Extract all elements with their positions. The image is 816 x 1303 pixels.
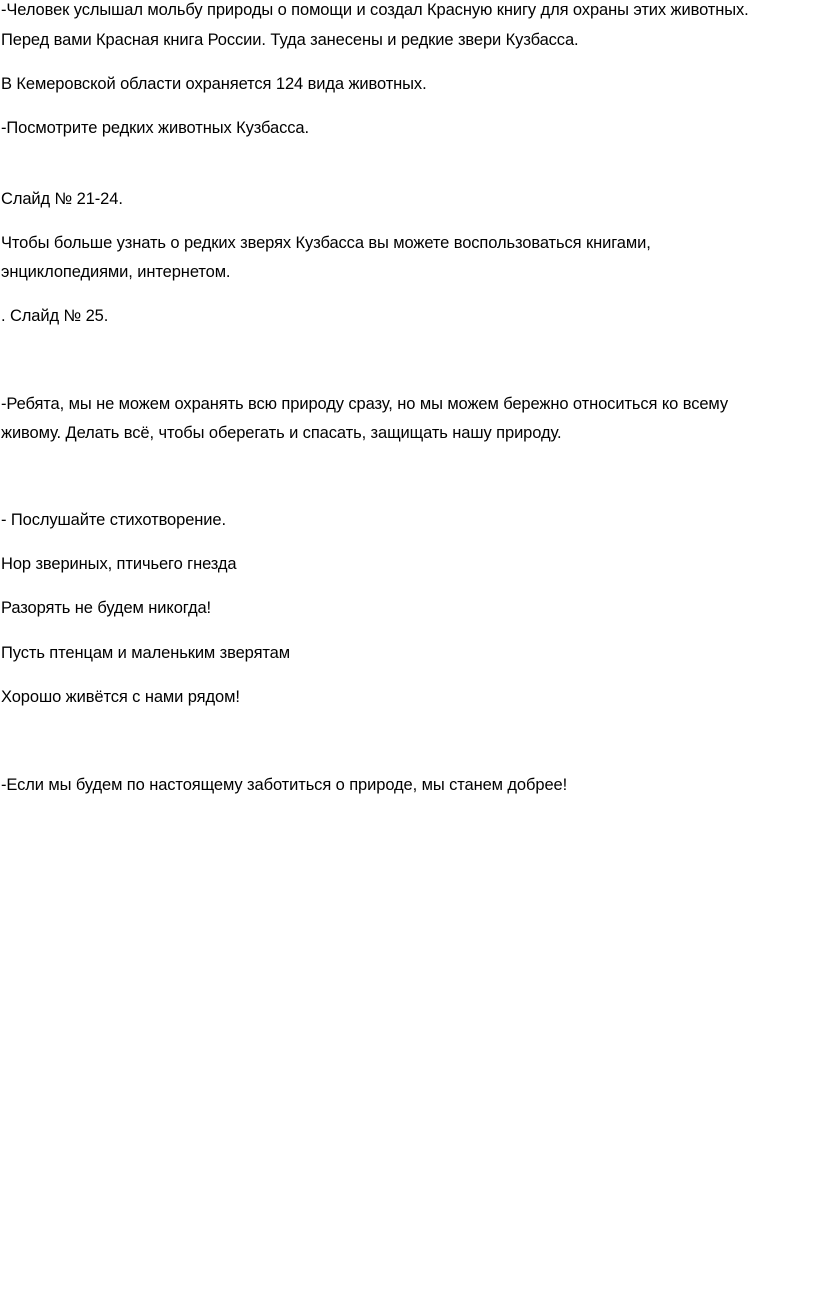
paragraph-learn-more-line-2: энциклопедиями, интернетом.	[1, 263, 231, 281]
paragraph-protect-nature-line-2: живому. Делать всё, чтобы оберегать и спасать, защищать нашу природу.	[1, 424, 562, 442]
paragraph-protect-nature-line-1: -Ребята, мы не можем охранять всю природу сразу, но мы можем бережно относиться ко всему	[1, 395, 729, 413]
paragraph-slide-25: . Слайд № 25.	[1, 307, 109, 325]
poem-line-2: Разорять не будем никогда!	[1, 599, 212, 617]
paragraph-red-book-intro-line-2: Перед вами Красная книга России. Туда занесены и редкие звери Кузбасса.	[1, 31, 579, 49]
paragraph-conclusion: -Если мы будем по настоящему заботиться о природе, мы станем добрее!	[1, 776, 568, 794]
paragraph-look-at-animals: -Посмотрите редких животных Кузбасса.	[1, 119, 309, 137]
paragraph-learn-more-line-1: Чтобы больше узнать о редких зверях Кузбасса вы можете воспользоваться книгами,	[1, 234, 651, 252]
poem-line-1: Нор звериных, птичьего гнезда	[1, 555, 237, 573]
paragraph-kemerovo-count: В Кемеровской области охраняется 124 вида животных.	[1, 75, 427, 93]
poem-line-3: Пусть птенцам и маленьким зверятам	[1, 644, 290, 662]
paragraph-listen-poem: - Послушайте стихотворение.	[1, 511, 226, 529]
poem-line-4: Хорошо живётся с нами рядом!	[1, 688, 240, 706]
paragraph-red-book-intro-line-1: -Человек услышал мольбу природы о помощи и создал Красную книгу для охраны этих животных.	[1, 1, 749, 19]
paragraph-slides-21-24: Слайд № 21-24.	[1, 190, 123, 208]
